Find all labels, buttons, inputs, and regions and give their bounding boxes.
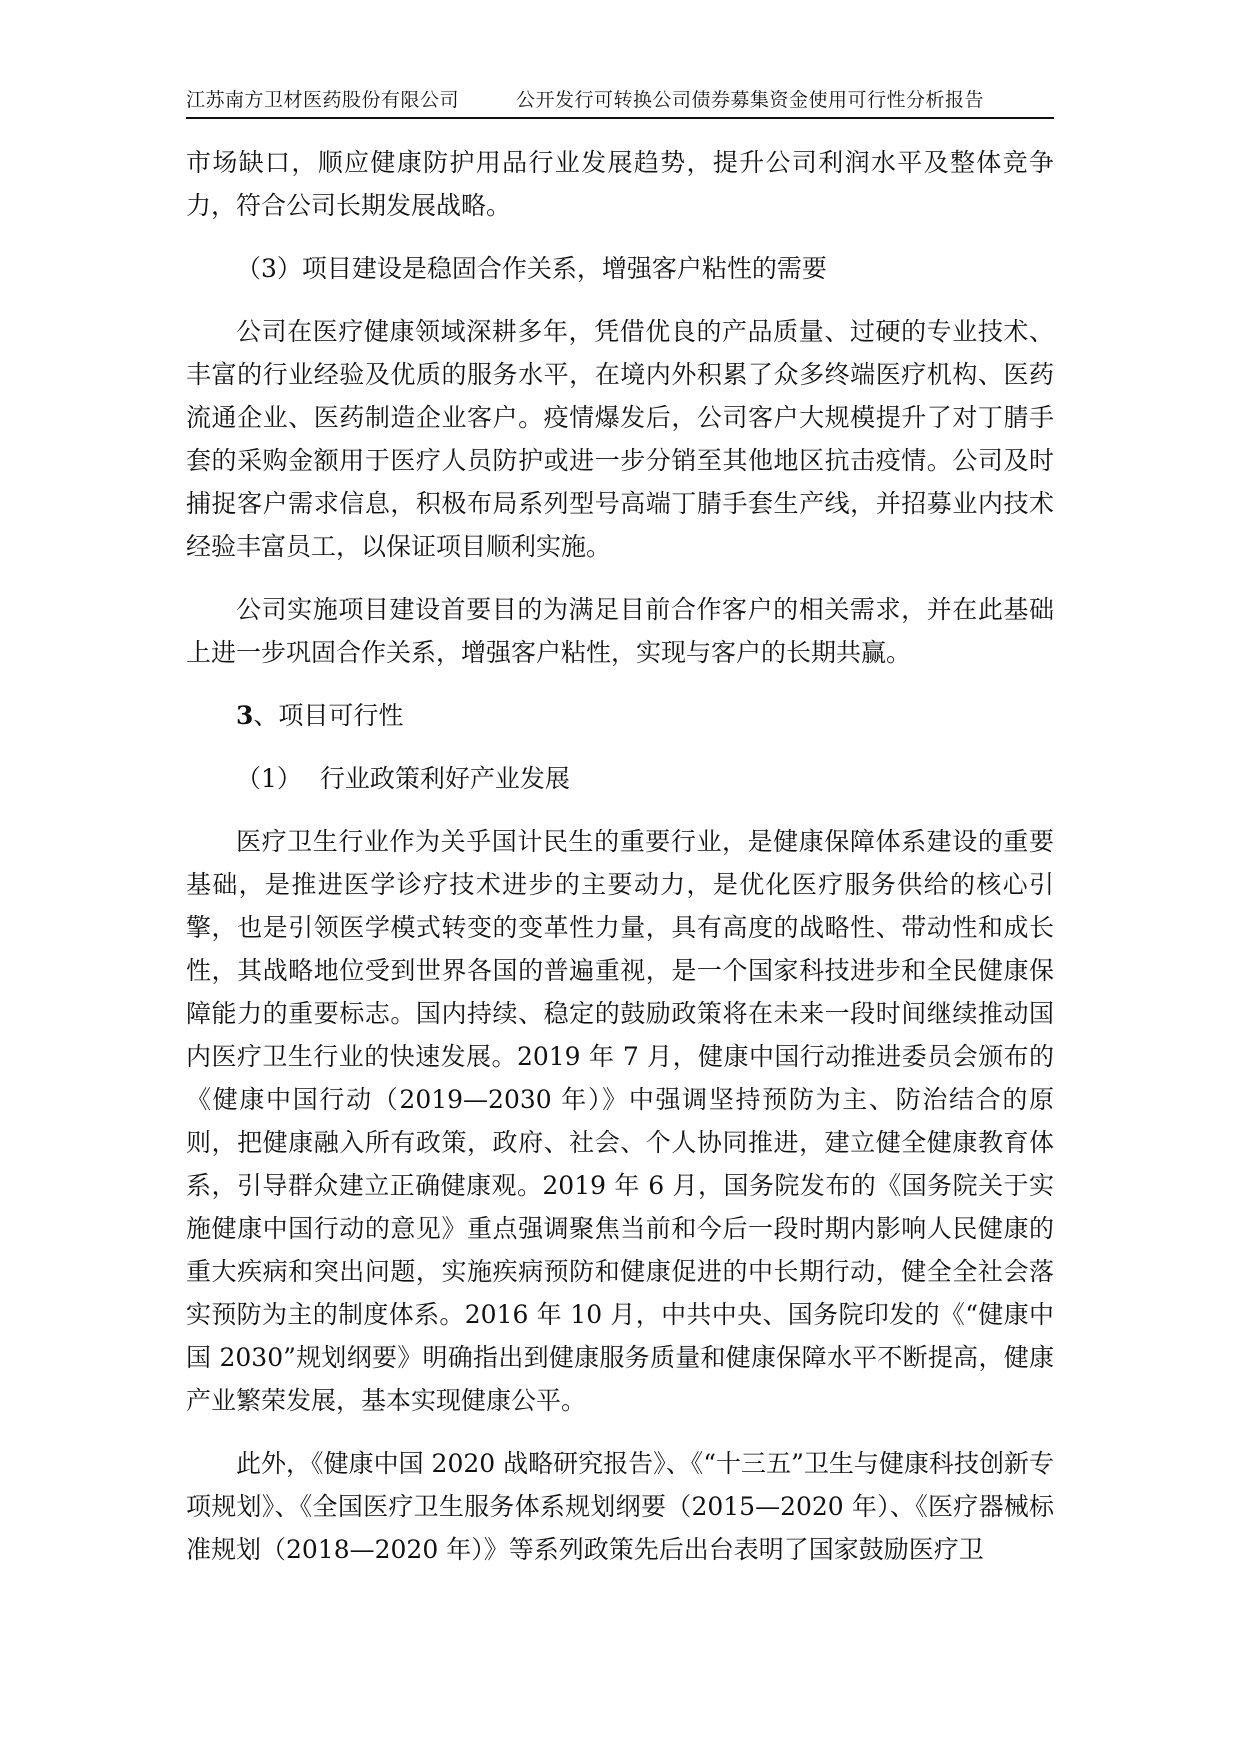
paragraph-project-purpose: 公司实施项目建设首要目的为满足目前合作客户的相关需求，并在此基础上进一步巩固合作关系，增强客户粘性，实现与客户的长期共赢。 [186, 595, 1054, 667]
paragraph-industry-policy: 医疗卫生行业作为关乎国计民生的重要行业，是健康保障体系建设的重要基础，是推进医学诊疗技术进步的主要动力，是优化医疗服务供给的核心引擎，也是引领医学模式转变的变革性力量，具有高度的战略性、带动性和成长性，其战略地位受到世界各国的普遍重视，是一个国家科技进步和全民健康保障能力的重要标志。国内持续、稳定的鼓励政策将在未来一段时间继续推动国内医疗卫生行业的快速发展。2019 年 7 月，健康中国行动推进委员会颁布的《健康中国行动（2019—2030 年）》中强调坚持预防为主、防治结合的原则，把健康融入所有政策，政府、社会、个人协同推进，建立健全健康教育体系，引导群众建立正确健康观。2019 年 6 月，国务院发布的《国务院关于实施健康中国行动的意见》重点强调聚焦当前和今后一段时期内影响人民健康的重大疾病和突出问题，实施疾病预防和健康促进的中长期行动，健全全社会落实预防为主的制度体系。2016 年 10 月，中共中央、国务院印发的《“健康中国 2030”规划纲要》明确指出到健康服务质量和健康保障水平不断提高，健康产业繁荣发展，基本实现健康公平。 [186, 827, 1054, 1415]
paragraph-policy-list: 此外，《健康中国 2020 战略研究报告》、《“十三五”卫生与健康科技创新专项规划》、《全国医疗卫生服务体系规划纲要（2015—2020 年）、《医疗器械标准规划（2018—2020 年）》等系列政策先后出台表明了国家鼓励医疗卫 [186, 1449, 1054, 1564]
section-heading-feasibility [186, 694, 1054, 737]
header-report-title: 公开发行可转换公司债券募集资金使用可行性分析报告 [516, 89, 985, 111]
subheading-1-number: （1） [236, 764, 302, 793]
page-header [186, 88, 1054, 119]
document-body [186, 141, 1054, 1591]
header-company-name: 江苏南方卫材医药股份有限公司 [186, 89, 460, 111]
subheading-1-title: 行业政策利好产业发展 [319, 764, 570, 793]
subheading-3: （3）项目建设是稳固合作关系，增强客户粘性的需要 [236, 254, 827, 283]
section-number: 3 [236, 701, 254, 730]
paragraph-continuation: 市场缺口，顺应健康防护用品行业发展趋势，提升公司利润水平及整体竞争力，符合公司长期发展战略。 [186, 148, 1054, 220]
subheading-1 [186, 757, 1054, 800]
paragraph-customer-relations: 公司在医疗健康领域深耕多年，凭借优良的产品质量、过硬的专业技术、丰富的行业经验及优质的服务水平，在境内外积累了众多终端医疗机构、医药流通企业、医药制造企业客户。疫情爆发后，公司客户大规模提升了对丁腈手套的采购金额用于医疗人员防护或进一步分销至其他地区抗击疫情。公司及时捕捉客户需求信息，积极布局系列型号高端丁腈手套生产线，并招募业内技术经验丰富员工，以保证项目顺利实施。 [186, 317, 1054, 561]
section-title: 、项目可行性 [253, 701, 404, 730]
